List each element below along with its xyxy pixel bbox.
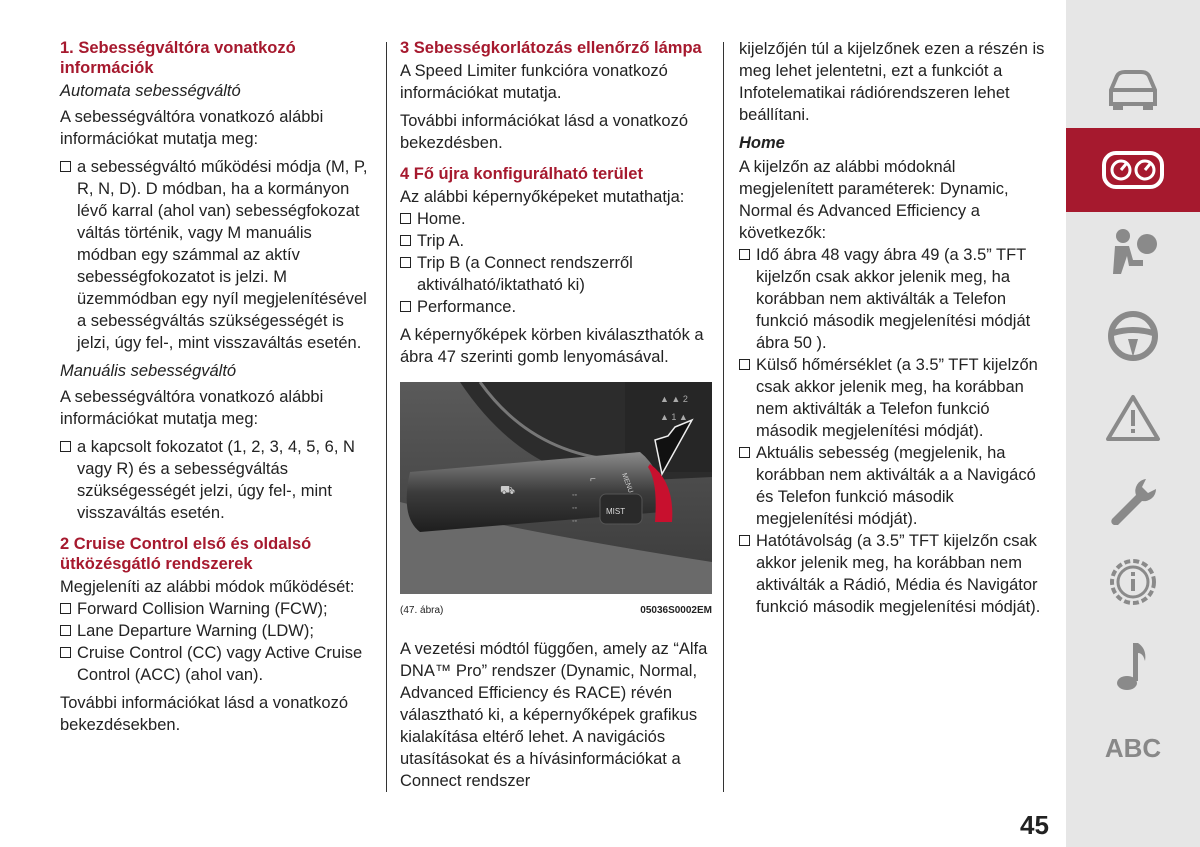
list-item-text: Aktuális sebesség (megjelenik, ha korábban nem aktiválták a a Navigácó és Telefon funkció második megjelenítési módját).: [756, 444, 1036, 528]
stalk-menu-label: MENU: [620, 472, 634, 495]
steering-stalk-photo: [400, 382, 712, 594]
section-2-paragraph: Megjeleníti az alábbi módok működését:: [60, 578, 355, 596]
section-4-paragraph-3: A vezetési módtól függően, amely az “Alfa DNA™ Pro” rendszer (Dynamic, Normal, Advanced Efficiency és RACE) révén választható ki, a képernyőképek grafikus kialakítása eltérő lehet. A navigációs utasításokat és a hívásinformációkat a Connect rendszer: [400, 640, 708, 790]
svg-text:◦◦: ◦◦: [572, 518, 577, 525]
section-1-subtitle-manual: Manuális sebességváltó: [60, 362, 237, 380]
chapter-sidebar: [1066, 0, 1200, 847]
warning-icon[interactable]: [1066, 390, 1200, 446]
list-item: [60, 620, 372, 642]
wrench-icon[interactable]: [1066, 472, 1200, 532]
section-4-paragraph: Az alábbi képernyőképeket mutathatja:: [400, 188, 685, 206]
section-1-paragraph-2: A sebességváltóra vonatkozó alábbi információkat mutatja meg:: [60, 388, 324, 428]
steering-stalk-illustration: [400, 382, 712, 594]
list-item-text: Trip A.: [417, 232, 465, 250]
checkbox-bullet-icon: [739, 447, 750, 458]
page-number: 45: [1020, 810, 1049, 840]
section-1-subtitle-automatic: Automata sebességváltó: [60, 82, 241, 100]
list-item-text: Home.: [417, 210, 466, 228]
section-3-paragraph-2: További információkat lásd a vonatkozó bekezdésben.: [400, 112, 688, 152]
figure-code: 05036S0002EM: [640, 605, 712, 616]
checkbox-bullet-icon: [739, 359, 750, 370]
list-item-text: Cruise Control (CC) vagy Active Cruise Control (ACC) (ahol van).: [77, 644, 363, 684]
checkbox-bullet-icon: [60, 647, 71, 658]
list-item: [400, 230, 712, 252]
list-item-text: Performance.: [417, 298, 517, 316]
svg-text:◦◦: ◦◦: [572, 505, 577, 512]
list-item-text: Forward Collision Warning (FCW);: [77, 600, 328, 618]
checkbox-bullet-icon: [400, 301, 411, 312]
abc-index-link[interactable]: [1066, 728, 1200, 768]
section-4-title: 4 Fő újra konfigurálható terület: [400, 165, 643, 183]
list-item: [400, 252, 712, 296]
continued-paragraph: kijelzőjén túl a kijelzőnek ezen a részén is meg lehet jelentetni, ezt a funkciót a Infotelematikai rádiórendszeren lehet beállítani.: [739, 40, 1045, 124]
home-paragraph: A kijelzőn az alábbi módoknál megjelenített paraméterek: Dynamic, Normal és Advanced Efficiency a következők:: [739, 158, 1009, 242]
svg-text:⛟: ⛟: [500, 483, 516, 497]
column-2: [400, 38, 712, 792]
svg-text:◦◦: ◦◦: [572, 492, 577, 499]
checkbox-bullet-icon: [400, 213, 411, 224]
dashboard-icon[interactable]: [1066, 128, 1200, 212]
checkbox-bullet-icon: [400, 235, 411, 246]
checkbox-bullet-icon: [739, 249, 750, 260]
list-item-text: Lane Departure Warning (LDW);: [77, 622, 314, 640]
svg-text:▲ ▲ 2: ▲ ▲ 2: [660, 394, 688, 404]
abc-label: ABC: [1104, 732, 1162, 763]
list-item-text: a kapcsolt fokozatot (1, 2, 3, 4, 5, 6, N vagy R) és a sebességváltás szükségességét jelzi, úgy fel-, mint visszaváltás esetén.: [77, 438, 355, 522]
list-item: [60, 642, 372, 686]
section-2-paragraph-2: További információkat lásd a vonatkozó bekezdésekben.: [60, 694, 348, 734]
list-item: [739, 354, 1051, 442]
home-title: Home: [739, 134, 785, 152]
list-item: [60, 436, 372, 524]
list-item-text: a sebességváltó működési módja (M, P, R, N, D). D módban, ha a kormányon lévő karral (ahol van) sebességfokozat váltás történik, vagy M manuális módban egy számmal az aktív sebességfokozatot is jelzi. M üzemmódban egy nyíl megjelenítésével a sebességváltás szükségességét is jelzi, úgy fel-, mint visszaváltás esetén.: [77, 158, 368, 352]
list-item: [739, 244, 1051, 354]
steering-wheel-icon[interactable]: [1066, 306, 1200, 366]
stalk-mist-label: MIST: [606, 507, 626, 516]
list-item: [60, 598, 372, 620]
checkbox-bullet-icon: [400, 257, 411, 268]
list-item-text: Hatótávolság (a 3.5” TFT kijelzőn csak akkor jelenik meg, ha korábban nem aktiválták a Rádió, Média és Navigátor funkció második megjelenítési módját).: [756, 532, 1041, 616]
music-icon[interactable]: [1066, 636, 1200, 696]
figure-label: (47. ábra): [400, 605, 444, 616]
section-1-paragraph: A sebességváltóra vonatkozó alábbi információkat mutatja meg:: [60, 108, 324, 148]
checkbox-bullet-icon: [60, 161, 71, 172]
checkbox-bullet-icon: [60, 441, 71, 452]
column-1: [60, 38, 372, 736]
figure-caption: [400, 600, 712, 622]
airbag-icon[interactable]: [1066, 224, 1200, 280]
checkbox-bullet-icon: [60, 625, 71, 636]
list-item: [400, 208, 712, 230]
section-1-title: 1. Sebességváltóra vonatkozó információk: [60, 39, 296, 77]
list-item: [400, 296, 712, 318]
car-icon[interactable]: [1066, 62, 1200, 118]
section-4-paragraph-2: A képernyőképek körben kiválaszthatók a ábra 47 szerinti gomb lenyomásával.: [400, 326, 704, 366]
list-item-text: Külső hőmérséklet (a 3.5” TFT kijelzőn csak akkor jelenik meg, ha korábban nem aktiválták a Telefon funkció második megjelenítési módját).: [756, 356, 1038, 440]
list-item-text: Idő ábra 48 vagy ábra 49 (a 3.5” TFT kijelzőn csak akkor jelenik meg, ha korábban nem aktiválták a Telefon funkció második megjelenítési módját ábra 50 ).: [756, 246, 1031, 352]
column-divider: [723, 42, 724, 792]
checkbox-bullet-icon: [739, 535, 750, 546]
column-3: [739, 38, 1051, 618]
checkbox-bullet-icon: [60, 603, 71, 614]
column-divider: [386, 42, 387, 792]
section-3-paragraph: A Speed Limiter funkcióra vonatkozó információkat mutatja.: [400, 62, 668, 102]
info-icon[interactable]: [1066, 552, 1200, 612]
section-3-title: 3 Sebességkorlátozás ellenőrző lámpa: [400, 39, 702, 57]
list-item: [739, 530, 1051, 618]
list-item: [739, 442, 1051, 530]
list-item: [60, 156, 372, 354]
figure-47: [400, 382, 712, 622]
list-item-text: Trip B (a Connect rendszerről aktiválható/iktatható ki): [417, 254, 633, 294]
svg-text:▲ 1 ▲: ▲ 1 ▲: [660, 412, 688, 422]
section-2-title: 2 Cruise Control első és oldalsó ütközésgátló rendszerek: [60, 535, 312, 573]
svg-text:⌐: ⌐: [590, 474, 596, 485]
